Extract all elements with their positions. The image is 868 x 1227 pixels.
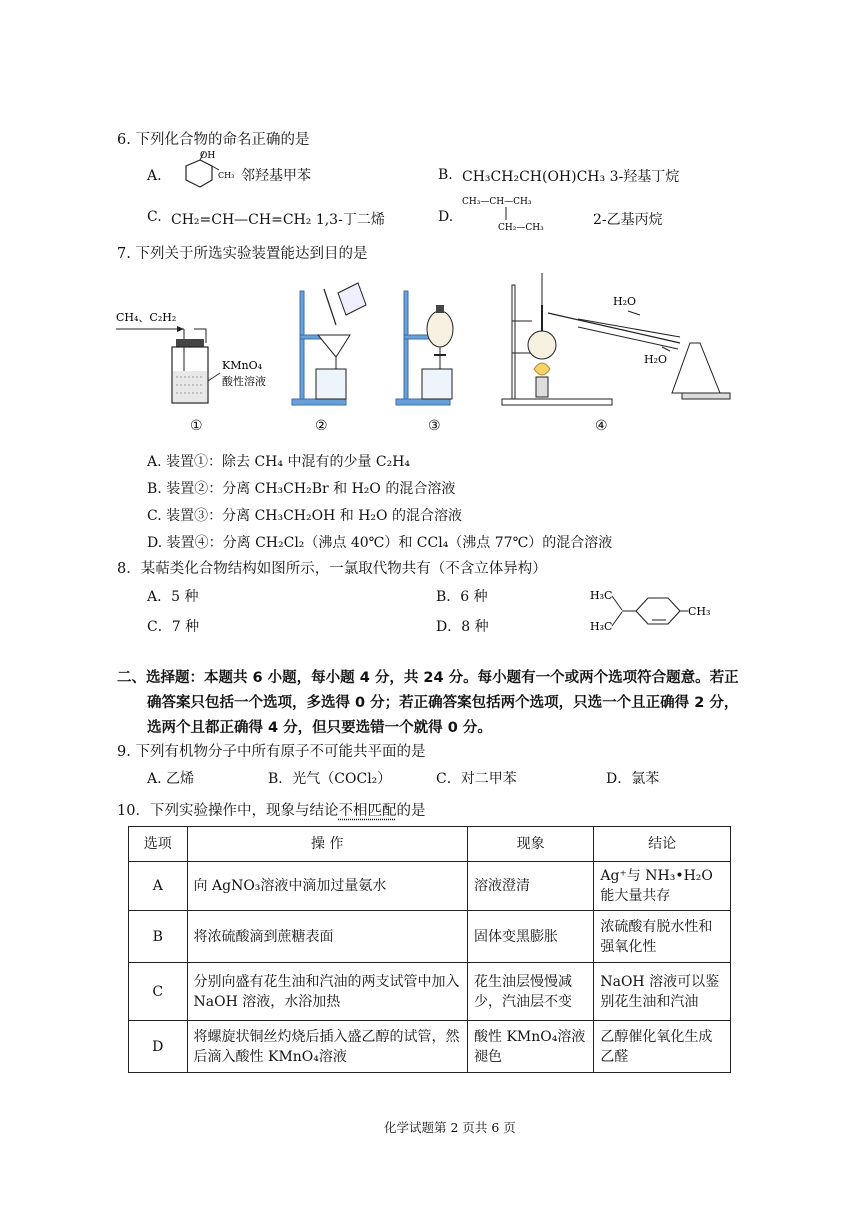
cell-operation: 向 AgNO₃溶液中滴加过量氨水 (187, 862, 467, 911)
q7-label-2: ② (315, 418, 328, 434)
q6-stem: 6. 下列化合物的命名正确的是 (117, 132, 310, 148)
q7-option-a: A. 装置①：除去 CH₄ 中混有的少量 C₂H₄ (147, 454, 411, 470)
table-row (129, 862, 731, 911)
q10-stem-emphasis: 不相匹配 (338, 803, 397, 819)
section2-line3: 选两个且都正确得 4 分，但只要选错一个就得 0 分。 (147, 720, 492, 736)
q9-stem: 9. 下列有机物分子中所有原子不可能共平面的是 (117, 744, 426, 760)
q8-h3c-top: H₃C (590, 589, 613, 602)
q9-option-c: C．对二甲苯 (436, 771, 517, 787)
q8-ch3: CH₃ (688, 605, 711, 618)
app1-gas-label: CH₄、C₂H₂ (116, 311, 177, 324)
q6-option-a-name: 邻羟基甲苯 (241, 168, 311, 184)
q6-option-a-label: A. (147, 168, 162, 184)
q10-stem-pre: 10．下列实验操作中，现象与结论 (117, 803, 339, 819)
q7-option-d: D. 装置④：分离 CH₂Cl₂（沸点 40℃）和 CCl₄（沸点 77℃）的混合溶液 (147, 535, 613, 551)
table-row (129, 1021, 731, 1073)
q7-label-1: ① (190, 418, 203, 434)
app4-water-inlet: H₂O (644, 353, 668, 366)
q6-d-bottom-chain: CH₂—CH₃ (498, 223, 544, 233)
q9-option-b: B．光气（COCl₂） (268, 771, 392, 787)
apparatus-4-distillation (502, 273, 730, 405)
cell-phenomenon: 花生油层慢慢减少，汽油层不变 (468, 963, 594, 1021)
q8-option-c: C．7 种 (147, 619, 200, 635)
q10-table (128, 826, 731, 1073)
apparatus-3-separatory-funnel (396, 291, 453, 405)
section2-line2: 确答案只包括一个选项，多选得 0 分；若正确答案包括两个选项，只选一个且正确得 2 分， (147, 695, 739, 711)
header-option: 选项 (129, 827, 188, 862)
q7-option-c: C. 装置③：分离 CH₃CH₂OH 和 H₂O 的混合溶液 (147, 508, 462, 524)
q8-terpene-structure (588, 582, 728, 638)
q10-stem (117, 799, 425, 820)
q6-option-d-name: 2-乙基丙烷 (593, 212, 663, 228)
q7-apparatus-figure (110, 265, 750, 440)
header-phenomenon: 现象 (468, 827, 594, 862)
cell-conclusion: 乙醇催化氧化生成乙醛 (594, 1021, 731, 1073)
q6-a-ch3-label: CH₃ (218, 171, 235, 180)
cell-option: C (129, 963, 188, 1021)
q7-label-4: ④ (595, 418, 608, 434)
q9-option-d: D．氯苯 (606, 771, 660, 787)
cell-option: A (129, 862, 188, 911)
q6-option-d-structure (460, 190, 580, 236)
table-row (129, 911, 731, 963)
cell-conclusion: 浓硫酸有脱水性和强氧化性 (594, 911, 731, 963)
cell-option: D (129, 1021, 188, 1073)
q7-stem: 7. 下列关于所选实验装置能达到目的是 (117, 246, 368, 262)
cell-option: B (129, 911, 188, 963)
q6-option-b-label: B. (438, 167, 453, 183)
cell-phenomenon: 溶液澄清 (468, 862, 594, 911)
apparatus-1-gas-washer (116, 311, 266, 403)
q7-option-b: B. 装置②：分离 CH₃CH₂Br 和 H₂O 的混合溶液 (147, 481, 456, 497)
table-header-row (129, 827, 731, 862)
cell-conclusion: NaOH 溶液可以鉴别花生油和汽油 (594, 963, 731, 1021)
q6-option-b-text: CH₃CH₂CH(OH)CH₃ 3-羟基丁烷 (462, 169, 680, 185)
cell-phenomenon: 固体变黑膨胀 (468, 911, 594, 963)
section2-line1: 二、选择题：本题共 6 小题，每小题 4 分，共 24 分。每小题有一个或两个选项符合题意。若正 (117, 670, 739, 686)
q6-option-c-label: C. (147, 209, 162, 225)
q6-d-top-chain: CH₃—CH—CH₃ (462, 197, 532, 207)
q8-h3c-bottom: H₃C (590, 620, 613, 633)
page-footer: 化学试题第 2 页共 6 页 (384, 1120, 516, 1135)
header-conclusion: 结论 (594, 827, 731, 862)
q6-a-oh-label: OH (200, 151, 216, 161)
app4-water-outlet: H₂O (613, 295, 637, 308)
q9-option-a: A. 乙烯 (147, 771, 195, 787)
q6-option-a-structure (170, 148, 240, 194)
cell-operation: 分别向盛有花生油和汽油的两支试管中加入 NaOH 溶液，水浴加热 (187, 963, 467, 1021)
table-row (129, 963, 731, 1021)
q6-option-c-text: CH₂=CH—CH=CH₂ 1,3-丁二烯 (171, 212, 385, 228)
cell-operation: 将浓硫酸滴到蔗糖表面 (187, 911, 467, 963)
apparatus-2-filtration (292, 283, 366, 405)
q6-option-d-label: D. (438, 209, 454, 225)
cell-operation: 将螺旋状铜丝灼烧后插入盛乙醇的试管，然后滴入酸性 KMnO₄溶液 (187, 1021, 467, 1073)
cell-phenomenon: 酸性 KMnO₄溶液褪色 (468, 1021, 594, 1073)
q10-stem-post: 的是 (396, 803, 426, 819)
q8-option-a: A．5 种 (147, 589, 199, 605)
app1-reagent-acidic: 酸性溶液 (222, 375, 266, 388)
cell-conclusion: Ag⁺与 NH₃•H₂O 能大量共存 (594, 862, 731, 911)
app1-reagent-kmno4: KMnO₄ (222, 359, 262, 372)
q8-stem: 8．某萜类化合物结构如图所示，一氯取代物共有（不含立体异构） (117, 561, 547, 577)
header-operation: 操 作 (187, 827, 467, 862)
q7-label-3: ③ (428, 418, 441, 434)
q8-option-b: B．6 种 (436, 589, 488, 605)
q8-option-d: D．8 种 (436, 619, 489, 635)
